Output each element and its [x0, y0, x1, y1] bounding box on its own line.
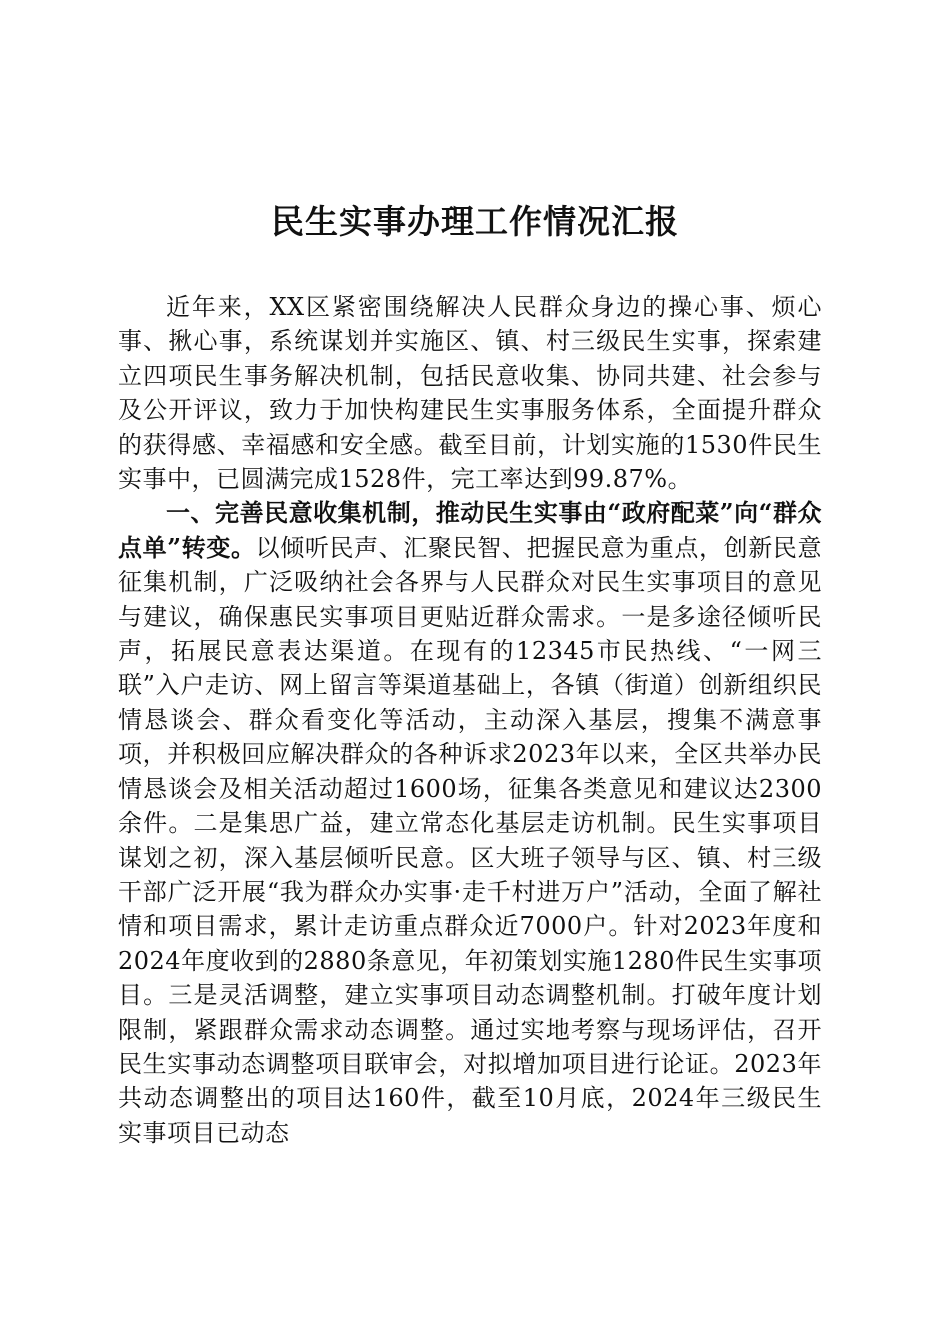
document-body [118, 290, 822, 1150]
section-1-body: 以倾听民声、汇聚民智、把握民意为重点，创新民意征集机制，广泛吸纳社会各界与人民群众对民生实事项目的意见与建议，确保惠民实事项目更贴近群众需求。一是多途径倾听民声，拓展民意表达渠道。在现有的12345市民热线、“一网三联”入户走访、网上留言等渠道基础上，各镇（街道）创新组织民情恳谈会、群众看变化等活动，主动深入基层，搜集不满意事项，并积极回应解决群众的各种诉求2023年以来，全区共举办民情恳谈会及相关活动超过1600场，征集各类意见和建议达2300余件。二是集思广益，建立常态化基层走访机制。民生实事项目谋划之初，深入基层倾听民意。区大班子领导与区、镇、村三级干部广泛开展“我为群众办实事·走千村进万户”活动，全面了解社情和项目需求，累计走访重点群众近7000户。针对2023年度和2024年度收到的2880条意见，年初策划实施1280件民生实事项目。三是灵活调整，建立实事项目动态调整机制。打破年度计划限制，紧跟群众需求动态调整。通过实地考察与现场评估，召开民生实事动态调整项目联审会，对拟增加项目进行论证。2023年共动态调整出的项目达160件，截至10月底，2024年三级民生实事项目已动态 [118, 533, 823, 1147]
section-1-heading: 一、完善民意收集机制，推动民生实事由“政府配菜”向“群众点单”转变。 [118, 498, 822, 562]
page-title: 民生实事办理工作情况汇报 [271, 202, 679, 241]
intro-paragraph: 近年来，XX区紧密围绕解决人民群众身边的操心事、烦心事、揪心事，系统谋划并实施区、镇、村三级民生实事，探索建立四项民生事务解决机制，包括民意收集、协同共建、社会参与及公开评议，致力于加快构建民生实事服务体系，全面提升群众的获得感、幸福感和安全感。截至目前，计划实施的1530件民生实事中，已圆满完成1528件，完工率达到99.87%。 [118, 293, 822, 494]
section-1-paragraph [118, 496, 822, 1150]
